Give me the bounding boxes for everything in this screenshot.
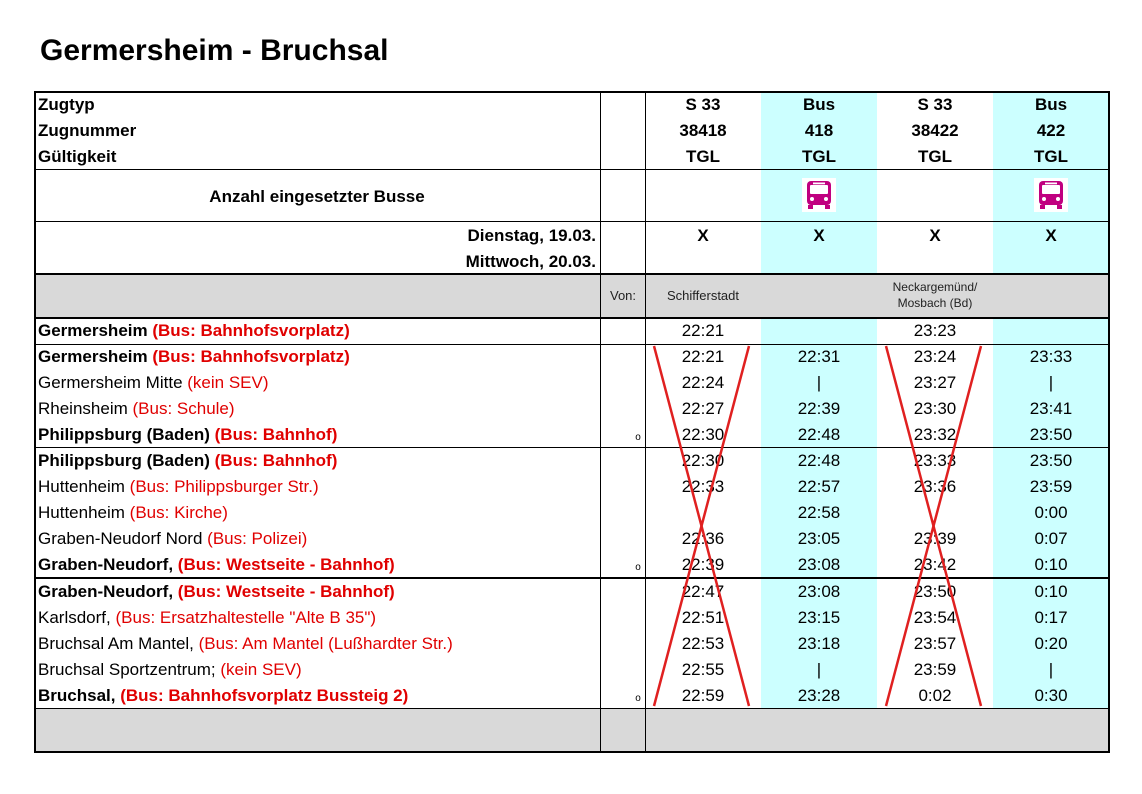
stop-name: Huttenheim <box>38 503 125 522</box>
stop-name: Rheinsheim <box>38 399 128 418</box>
time-cell: 23:08 <box>797 555 841 574</box>
stop-name: Bruchsal Am Mantel, <box>38 634 194 653</box>
time-cell: 22:51 <box>681 608 725 627</box>
train-type-col-2: Bus <box>802 95 836 114</box>
origin-col-3-line-2: Mosbach (Bd) <box>897 296 973 310</box>
bus-count-label: Anzahl eingesetzter Busse <box>209 187 425 206</box>
time-cell: 23:08 <box>797 582 841 601</box>
time-cell: 23:36 <box>913 477 957 496</box>
arrival-mark: o <box>635 432 641 443</box>
time-cell: 0:20 <box>1034 634 1068 653</box>
time-cell: 0:10 <box>1034 582 1068 601</box>
day-mark-col-4: X <box>1045 226 1057 245</box>
time-cell: 22:53 <box>681 634 725 653</box>
time-cell: 23:33 <box>913 451 957 470</box>
time-cell: | <box>1048 660 1054 679</box>
time-cell: 23:57 <box>913 634 957 653</box>
time-cell: 23:59 <box>913 660 957 679</box>
time-cell: 23:41 <box>1029 399 1073 418</box>
train-number-col-4: 422 <box>1036 121 1066 140</box>
time-cell: 22:39 <box>797 399 841 418</box>
time-cell: 22:31 <box>797 347 841 366</box>
time-cell: 23:32 <box>913 425 957 444</box>
time-cell: 23:50 <box>1029 451 1073 470</box>
time-cell: 22:48 <box>797 425 841 444</box>
time-cell: 0:07 <box>1034 529 1068 548</box>
train-number-col-1: 38418 <box>679 121 727 140</box>
time-cell: 23:59 <box>1029 477 1073 496</box>
time-cell: 0:30 <box>1034 686 1068 705</box>
train-type-col-1: S 33 <box>685 95 721 114</box>
stop-name: Graben-Neudorf Nord <box>38 529 203 548</box>
from-label: Von: <box>609 288 637 303</box>
stop-note: (Bus: Bahnhof) <box>214 425 338 444</box>
time-cell: 23:50 <box>913 582 957 601</box>
time-cell: | <box>1048 373 1054 392</box>
time-cell: | <box>816 373 822 392</box>
train-number-col-2: 418 <box>804 121 834 140</box>
time-cell: 22:59 <box>681 686 725 705</box>
time-cell: 22:36 <box>681 529 725 548</box>
time-cell: 0:00 <box>1034 503 1068 522</box>
stop-name: Huttenheim <box>38 477 125 496</box>
arrival-mark: o <box>635 693 641 704</box>
stop-note: (Bus: Polizei) <box>207 529 308 548</box>
stop-note: (kein SEV) <box>187 373 269 392</box>
stop-note: (kein SEV) <box>220 660 302 679</box>
stop-note: (Bus: Am Mantel (Lußhardter Str.) <box>198 634 453 653</box>
stop-name: Bruchsal Sportzentrum; <box>38 660 216 679</box>
time-cell: 23:33 <box>1029 347 1073 366</box>
stop-name: Philippsburg (Baden) <box>38 425 210 444</box>
stop-name: Germersheim Mitte <box>38 373 183 392</box>
cancellation-marks <box>34 91 1110 753</box>
arrival-mark: o <box>635 562 641 573</box>
stop-note: (Bus: Westseite - Bahnhof) <box>177 582 395 601</box>
day-mark-col-2: X <box>813 226 825 245</box>
stop-name: Bruchsal, <box>38 686 116 705</box>
stop-note: (Bus: Bahnhofsvorplatz Bussteig 2) <box>120 686 409 705</box>
stop-name: Philippsburg (Baden) <box>38 451 210 470</box>
time-cell: 22:30 <box>681 451 725 470</box>
time-cell: 23:28 <box>797 686 841 705</box>
train-validity-col-1: TGL <box>686 147 720 166</box>
label-train-type: Zugtyp <box>38 95 95 114</box>
time-cell: 23:27 <box>913 373 957 392</box>
origin-col-3-line-1: Neckargemünd/ <box>892 280 978 294</box>
time-cell: 22:24 <box>681 373 725 392</box>
time-cell: 22:21 <box>681 347 725 366</box>
time-cell: 22:33 <box>681 477 725 496</box>
train-type-col-3: S 33 <box>917 95 953 114</box>
stop-name: Karlsdorf, <box>38 608 111 627</box>
train-validity-col-4: TGL <box>1034 147 1068 166</box>
time-cell: 23:30 <box>913 399 957 418</box>
day-mark-col-1: X <box>697 226 709 245</box>
stop-note: (Bus: Philippsburger Str.) <box>129 477 319 496</box>
time-cell: 22:27 <box>681 399 725 418</box>
train-validity-col-2: TGL <box>802 147 836 166</box>
date-line-2: Mittwoch, 20.03. <box>465 252 596 271</box>
stop-name: Graben-Neudorf, <box>38 582 174 601</box>
time-cell: 23:18 <box>797 634 841 653</box>
stop-note: (Bus: Westseite - Bahnhof) <box>177 555 395 574</box>
label-train-number: Zugnummer <box>38 121 137 140</box>
time-cell: 23:15 <box>797 608 841 627</box>
time-cell: 23:50 <box>1029 425 1073 444</box>
stop-name: Graben-Neudorf, <box>38 555 174 574</box>
time-cell: 0:02 <box>918 686 952 705</box>
time-cell: 22:57 <box>797 477 841 496</box>
time-cell: | <box>816 660 822 679</box>
time-cell: 22:55 <box>681 660 725 679</box>
train-type-col-4: Bus <box>1034 95 1068 114</box>
train-validity-col-3: TGL <box>918 147 952 166</box>
day-mark-col-3: X <box>929 226 941 245</box>
time-cell: 22:48 <box>797 451 841 470</box>
time-cell: 0:10 <box>1034 555 1068 574</box>
stop-name: Germersheim <box>38 321 148 340</box>
time-cell: 23:42 <box>913 555 957 574</box>
time-cell: 23:54 <box>913 608 957 627</box>
time-cell: 23:05 <box>797 529 841 548</box>
timetable <box>34 91 1110 753</box>
stop-note: (Bus: Bahnhof) <box>214 451 338 470</box>
stop-name: Germersheim <box>38 347 148 366</box>
time-cell: 22:21 <box>681 321 725 340</box>
time-cell: 22:39 <box>681 555 725 574</box>
date-line-1: Dienstag, 19.03. <box>467 226 596 245</box>
time-cell: 23:39 <box>913 529 957 548</box>
time-cell: 23:23 <box>913 321 957 340</box>
train-number-col-3: 38422 <box>911 121 959 140</box>
page-title: Germersheim - Bruchsal <box>40 34 389 67</box>
time-cell: 0:17 <box>1034 608 1068 627</box>
origin-col-1: Schifferstadt <box>666 288 740 303</box>
stop-note: (Bus: Bahnhofsvorplatz) <box>152 347 350 366</box>
stop-note: (Bus: Ersatzhaltestelle "Alte B 35") <box>115 608 377 627</box>
label-validity: Gültigkeit <box>38 147 117 166</box>
stop-note: (Bus: Schule) <box>132 399 235 418</box>
time-cell: 22:58 <box>797 503 841 522</box>
time-cell: 23:24 <box>913 347 957 366</box>
stop-note: (Bus: Bahnhofsvorplatz) <box>152 321 350 340</box>
time-cell: 22:47 <box>681 582 725 601</box>
stop-note: (Bus: Kirche) <box>129 503 228 522</box>
time-cell: 22:30 <box>681 425 725 444</box>
